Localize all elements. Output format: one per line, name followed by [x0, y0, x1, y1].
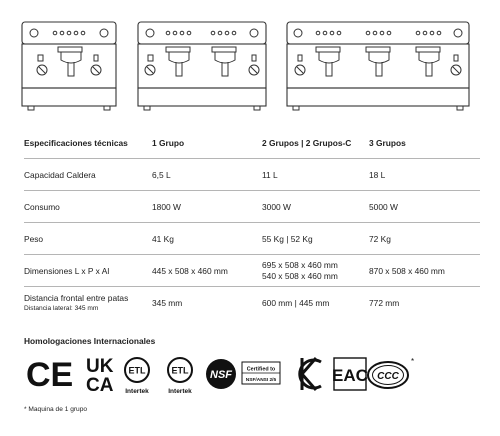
cell-value-line: 695 x 508 x 460 mm: [262, 259, 338, 270]
table-row: [24, 159, 480, 191]
row-label: Dimensiones L x P x Al: [24, 265, 110, 276]
ccc-text: CCC: [377, 371, 399, 382]
cell-value: 41 Kg: [152, 233, 174, 244]
ukca-bottom-text: CA: [86, 375, 114, 396]
row-label-multi: [24, 287, 152, 319]
row-label: Distancia frontal entre patas: [24, 292, 129, 303]
cell-value: 72 Kg: [369, 233, 391, 244]
machine-2-groups: [138, 22, 266, 110]
machine-3-groups: [287, 22, 469, 110]
cell-value-multi: [262, 255, 369, 287]
header-3-groups: 3 Grupos: [369, 138, 406, 148]
footnote: * Maquina de 1 grupo: [24, 406, 88, 413]
etl-c-mark-icon: [168, 358, 192, 395]
cell-value: 3000 W: [262, 201, 291, 212]
nsf-certified-icon: [242, 362, 280, 384]
cell-value: 445 x 508 x 460 mm: [152, 265, 228, 276]
cell-value: 1800 W: [152, 201, 181, 212]
certification-marks: [24, 352, 480, 398]
etl-c-text: ETL: [171, 365, 189, 376]
ce-mark-icon: [26, 356, 73, 394]
ukca-top-text: UK: [86, 356, 114, 377]
cell-value: 870 x 508 x 460 mm: [369, 265, 445, 276]
nsf-text: NSF: [210, 369, 232, 381]
etl-c-brand-text: Intertek: [168, 388, 192, 395]
homologations-title: Homologaciones Internacionales: [24, 336, 156, 346]
eac-text: EAC: [332, 366, 368, 385]
cell-value: 345 mm: [152, 297, 183, 308]
cell-value: 6,5 L: [152, 169, 171, 180]
ccc-mark-icon: [368, 357, 414, 388]
etl-us-brand-text: Intertek: [125, 388, 149, 395]
header-2-groups: 2 Grupos | 2 Grupos-C: [262, 138, 352, 148]
cell-value: 5000 W: [369, 201, 398, 212]
cell-value-line: 540 x 508 x 460 mm: [262, 270, 338, 281]
machine-1-group: [22, 22, 116, 110]
row-label: Capacidad Caldera: [24, 169, 96, 180]
table-header-row: [24, 128, 480, 159]
ccc-asterisk: *: [411, 357, 415, 366]
header-specs: Especificaciones técnicas: [24, 138, 128, 148]
cell-value: 600 mm | 445 mm: [262, 297, 330, 308]
cell-value: 11 L: [262, 169, 278, 180]
ce-text: CE: [26, 356, 74, 394]
table-row: [24, 191, 480, 223]
ukca-mark-icon: [86, 356, 114, 396]
table-row: [24, 287, 480, 319]
etl-us-mark-icon: [125, 358, 149, 395]
kc-text: KC: [24, 352, 26, 353]
nsf-mark-icon: [206, 359, 236, 389]
row-sublabel: Distancia lateral: 345 mm: [24, 304, 99, 312]
table-row: [24, 223, 480, 255]
machines-illustration: [0, 0, 500, 118]
specs-table: [24, 128, 480, 318]
cell-value: 772 mm: [369, 297, 400, 308]
row-label: Peso: [24, 233, 44, 244]
cell-value: 18 L: [369, 169, 386, 180]
table-row: [24, 255, 480, 287]
etl-us-text: ETL: [128, 365, 146, 376]
eac-mark-icon: [332, 358, 368, 390]
row-label: Consumo: [24, 201, 60, 212]
header-1-group: 1 Grupo: [152, 138, 185, 148]
nsf-cert-line2: NSF/ANSI 2/5: [245, 378, 277, 383]
cell-value: 55 Kg | 52 Kg: [262, 233, 313, 244]
nsf-cert-line1: Certified to: [246, 366, 276, 373]
